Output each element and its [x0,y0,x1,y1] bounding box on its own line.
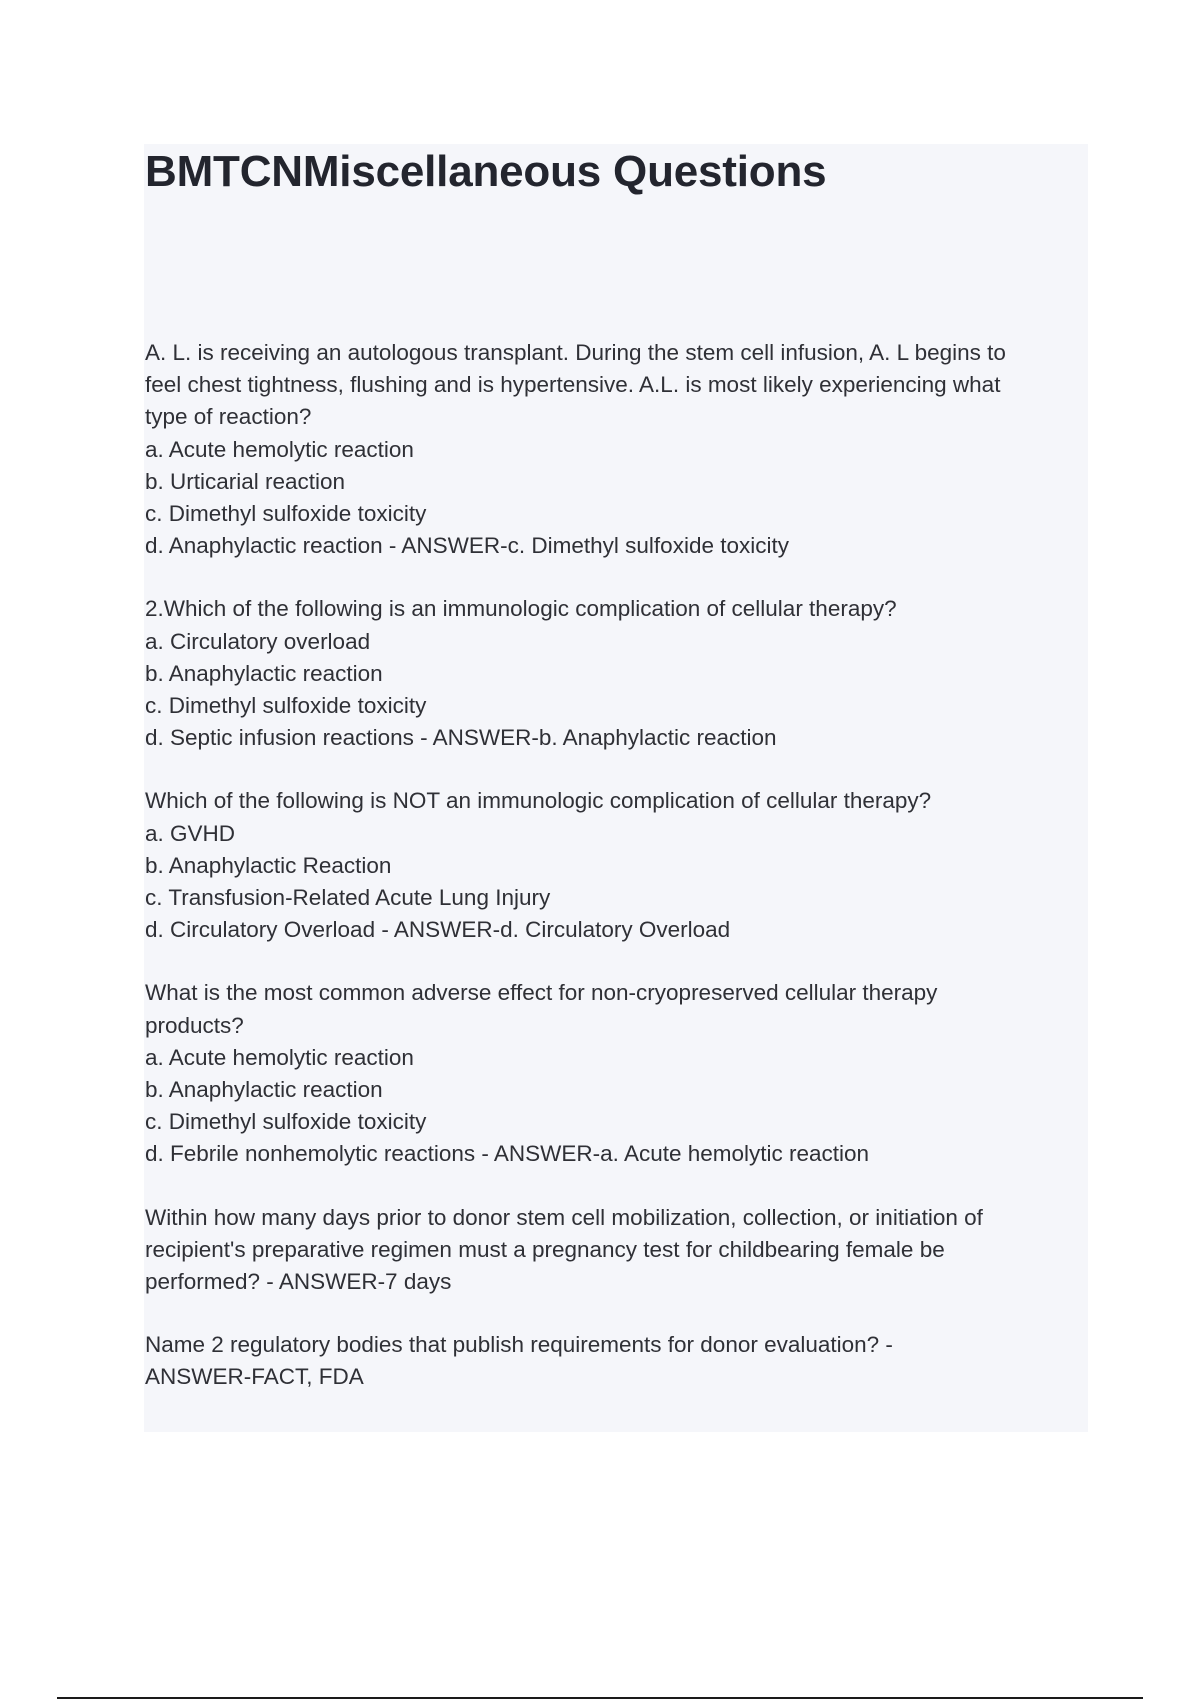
qa-line: Which of the following is NOT an immunologic complication of cellular therapy? [145,788,932,814]
qa-option-answer: d. Circulatory Overload - ANSWER-d. Circulatory Overload [145,917,731,943]
qa-option: c. Dimethyl sulfoxide toxicity [145,693,427,719]
page-title: BMTCNMiscellaneous Questions [145,147,827,196]
qa-item [145,337,1080,562]
qa-option-answer: d. Febrile nonhemolytic reactions - ANSWER-a. Acute hemolytic reaction [145,1141,870,1167]
qa-line: A. L. is receiving an autologous transplant. During the stem cell infusion, A. L begins to [145,340,1006,365]
qa-line: feel chest tightness, flushing and is hypertensive. A.L. is most likely experiencing what [145,372,1001,398]
qa-line: Name 2 regulatory bodies that publish requirements for donor evaluation? - [145,1332,893,1358]
qa-option: a. GVHD [145,820,236,846]
qa-option-answer: d. Septic infusion reactions - ANSWER-b. Anaphylactic reaction [145,725,777,751]
qa-option: a. Acute hemolytic reaction [145,1044,414,1070]
qa-item [145,1202,1080,1299]
bottom-divider [57,1697,1143,1699]
qa-line: products? [145,1012,244,1038]
qa-list [145,337,1080,1425]
qa-line: 2.Which of the following is an immunologic complication of cellular therapy? [145,596,897,622]
qa-option: b. Urticarial reaction [145,468,346,494]
qa-option: c. Transfusion-Related Acute Lung Injury [145,885,551,911]
qa-line: type of reaction? [145,404,312,430]
qa-option: c. Dimethyl sulfoxide toxicity [145,501,427,527]
qa-option: a. Circulatory overload [145,628,371,654]
qa-item [145,593,1080,754]
qa-item [145,785,1080,946]
qa-option: c. Dimethyl sulfoxide toxicity [145,1109,427,1135]
qa-option: b. Anaphylactic reaction [145,1077,383,1103]
qa-line-answer: performed? - ANSWER-7 days [145,1269,452,1295]
qa-line-answer: ANSWER-FACT, FDA [145,1364,364,1390]
qa-item [145,1329,1080,1393]
qa-line: Within how many days prior to donor stem cell mobilization, collection, or initiation of [145,1204,983,1230]
qa-item [145,977,1080,1170]
qa-line: What is the most common adverse effect for non-cryopreserved cellular therapy [145,980,938,1006]
qa-option: b. Anaphylactic reaction [145,660,383,686]
qa-option: b. Anaphylactic Reaction [145,852,392,878]
qa-option: a. Acute hemolytic reaction [145,436,414,462]
qa-option-answer: d. Anaphylactic reaction - ANSWER-c. Dimethyl sulfoxide toxicity [145,533,789,559]
qa-line: recipient's preparative regimen must a pregnancy test for childbearing female be [145,1236,945,1262]
